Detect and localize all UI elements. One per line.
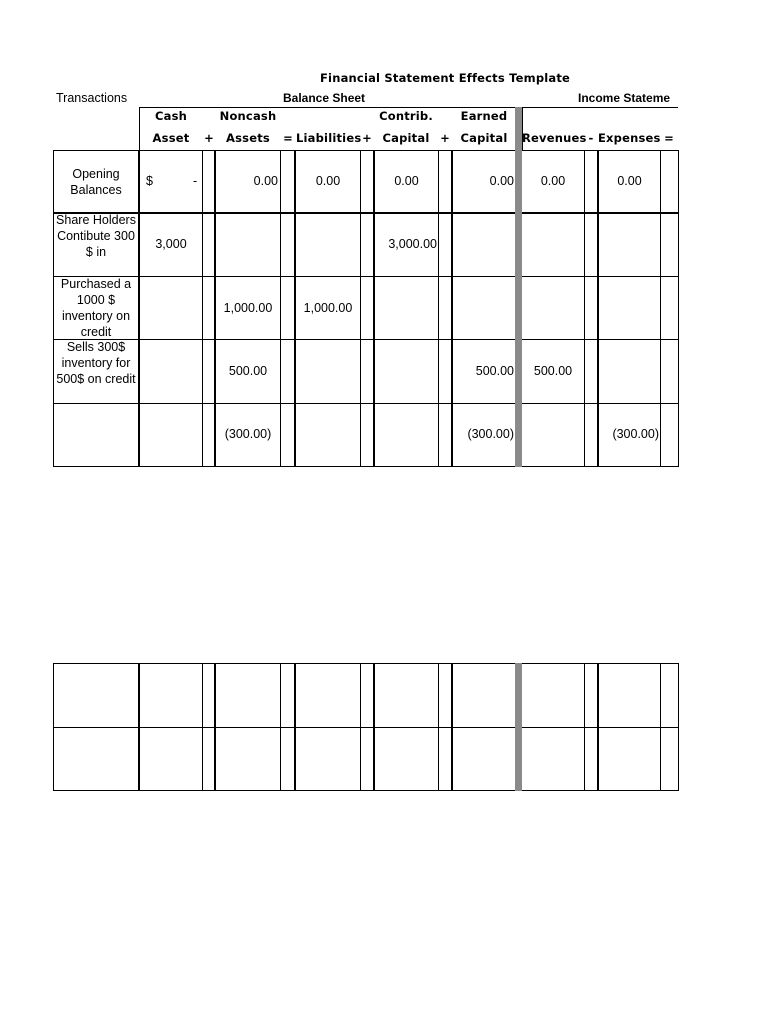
table-rule [53,403,679,404]
table-col-line [280,150,281,467]
table-col-line [660,150,661,467]
cell-liabilities: 1,000.00 [303,301,353,315]
cell-earned: (300.00) [467,427,514,441]
table-col-line [373,150,375,467]
section-divider [515,663,522,791]
table-rule [53,727,679,728]
header-minus-op: - [588,131,594,145]
table-col-line [280,663,281,791]
header-cash-line2: Asset [152,131,190,145]
table-rule [53,212,679,214]
header-revenues: Revenues [522,131,587,145]
table-col-line [451,663,453,791]
header-plus-op: + [440,131,450,145]
table-col-line [451,150,453,467]
table-col-line [53,663,54,791]
table-col-line [138,663,140,791]
table-col-line [202,663,203,791]
page-title: Financial Statement Effects Template [320,71,571,85]
transactions-label: Transactions [56,91,128,105]
row-label: Opening Balances [70,167,122,197]
table-rule [53,339,679,340]
header-earned-line2: Capital [460,131,508,145]
header-plus-op: + [362,131,372,145]
row-label: Purchased a 1000 $ inventory on credit [60,277,132,339]
header-contrib-line1: Contrib. [379,109,433,123]
table-col-line [360,150,361,467]
cell-cash: 3,000 [155,237,187,251]
cell-revenues: 0.00 [540,174,566,188]
cell-earned: 0.00 [489,174,514,188]
table-col-line [360,663,361,791]
table-rule [53,790,679,791]
table-col-line [138,150,140,467]
table-col-line [584,150,585,467]
header-noncash-line1: Noncash [219,109,277,123]
header-noncash-line2: Assets [226,131,270,145]
table-col-line [202,150,203,467]
section-divider [515,107,522,467]
cell-contrib: 3,000.00 [388,237,437,251]
cell-noncash: 500.00 [228,364,268,378]
table-col-line [214,663,216,791]
table-col-line [438,663,439,791]
header-earned-line1: Earned [460,109,508,123]
balance-sheet-label: Balance Sheet [283,91,366,105]
table-col-line [438,150,439,467]
header-plus-op: + [204,131,214,145]
table-rule [53,276,679,277]
table-col-line [294,663,296,791]
table-col-line [678,150,679,467]
header-rule-balance [139,107,515,108]
header-liabilities: Liabilities [296,131,362,145]
table-col-line [597,663,599,791]
table-rule [53,466,679,467]
cell-expenses: (300.00) [612,427,659,441]
table-col-line [584,663,585,791]
table-col-line [678,663,679,791]
cell-liabilities: 0.00 [315,174,341,188]
cell-noncash: (300.00) [224,427,272,441]
table-col-line [373,663,375,791]
income-statement-label: Income Stateme [578,91,671,105]
table-col-line [660,663,661,791]
header-equals-op: = [664,131,674,145]
cell-expenses: 0.00 [617,174,642,188]
cash-symbol: $ [146,174,153,188]
cell-earned: 500.00 [475,364,514,378]
cell-revenues: 500.00 [533,364,573,378]
table-rule [53,150,679,151]
header-rule-income [523,107,678,108]
cell-noncash: 1,000.00 [223,301,273,315]
table-rule [53,663,679,664]
row-label: Sells 300$ inventory for 500$ on credit [56,340,136,386]
header-contrib-line2: Capital [382,131,430,145]
cell-noncash: 0.00 [253,174,278,188]
header-cash-line1: Cash [154,109,188,123]
header-expenses: Expenses [598,131,661,145]
row-label: Share Holders Contibute 300 $ in [56,213,136,259]
header-equals-op: = [283,131,293,145]
cell-cash: - [193,174,198,188]
cell-contrib: 0.00 [394,174,419,188]
table-col-line [597,150,599,467]
